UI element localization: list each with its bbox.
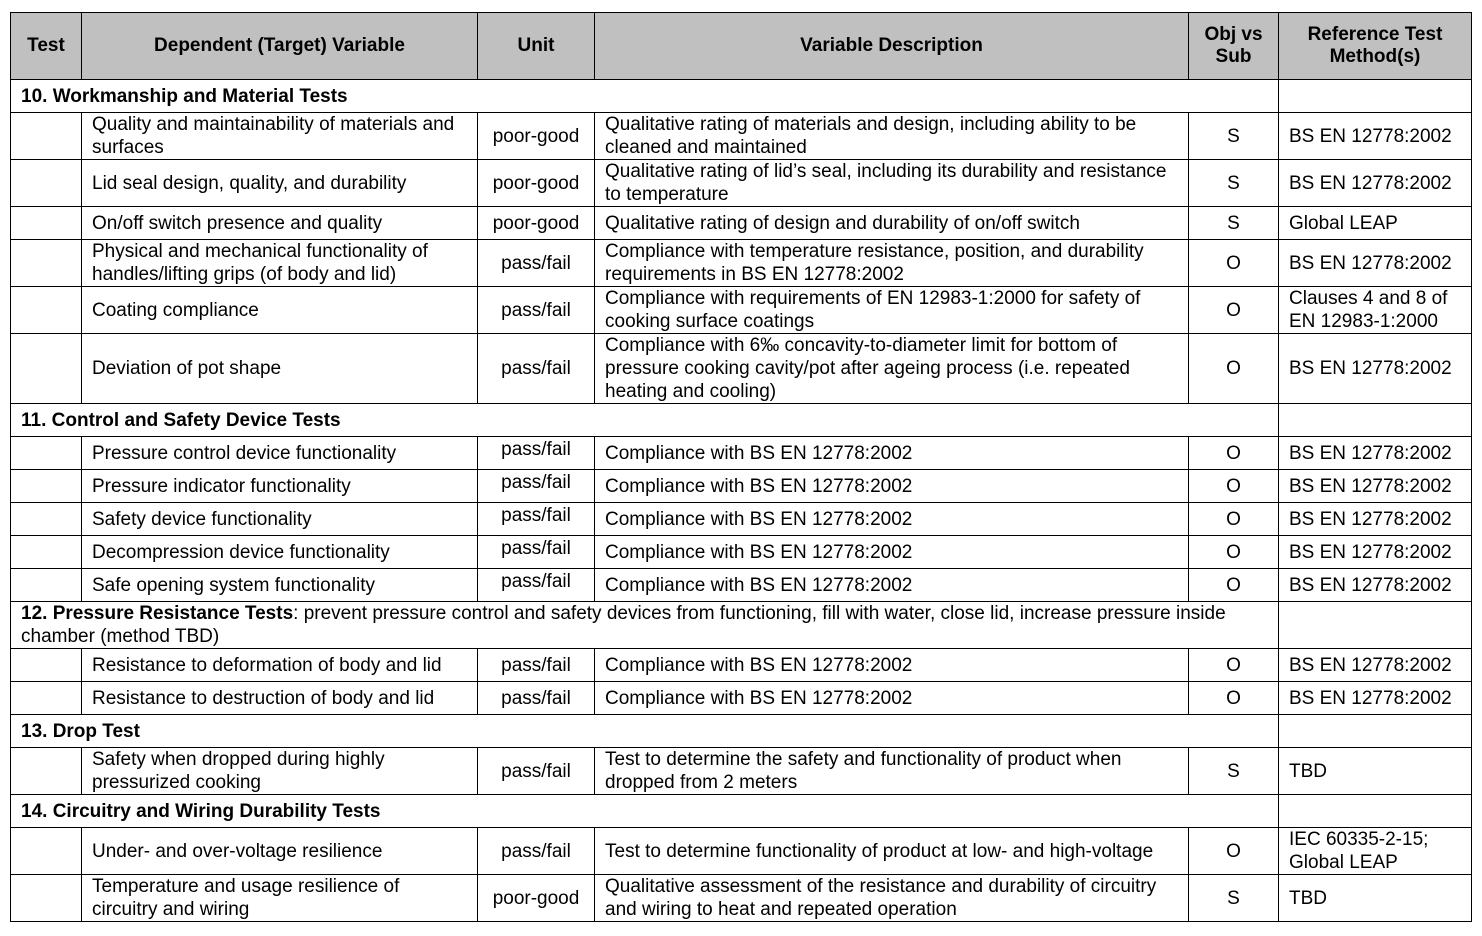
section-reference-empty <box>1279 404 1472 437</box>
table-row <box>11 828 1472 875</box>
cell-variable: Lid seal design, quality, and durability <box>82 160 478 207</box>
cell-variable: Resistance to destruction of body and lid <box>82 682 478 715</box>
cell-test <box>11 536 82 569</box>
table-row <box>11 682 1472 715</box>
cell-obj-sub: S <box>1189 875 1279 922</box>
cell-reference: Clauses 4 and 8 of EN 12983-1:2000 <box>1279 287 1472 334</box>
cell-obj-sub: O <box>1189 503 1279 536</box>
cell-description: Qualitative assessment of the resistance and durability of circuitry and wiring to heat and repeated operation <box>595 875 1189 922</box>
section-title <box>11 80 1279 113</box>
cell-unit: pass/fail <box>478 536 595 569</box>
cell-reference: TBD <box>1279 748 1472 795</box>
cell-variable: Coating compliance <box>82 287 478 334</box>
table-row <box>11 470 1472 503</box>
cell-unit: pass/fail <box>478 334 595 404</box>
cell-variable: Physical and mechanical functionality of handles/lifting grips (of body and lid) <box>82 240 478 287</box>
cell-variable: Resistance to deformation of body and lid <box>82 649 478 682</box>
cell-obj-sub: O <box>1189 649 1279 682</box>
header-obj-sub: Obj vs Sub <box>1189 13 1279 80</box>
cell-reference: BS EN 12778:2002 <box>1279 160 1472 207</box>
section-row <box>11 795 1472 828</box>
cell-variable: Decompression device functionality <box>82 536 478 569</box>
cell-reference: TBD <box>1279 875 1472 922</box>
cell-reference: BS EN 12778:2002 <box>1279 437 1472 470</box>
section-heading: 14. Circuitry and Wiring Durability Tests <box>21 800 381 822</box>
cell-variable: Quality and maintainability of materials and surfaces <box>82 113 478 160</box>
table-row <box>11 875 1472 922</box>
cell-description: Compliance with temperature resistance, position, and durability requirements in BS EN 12778:2002 <box>595 240 1189 287</box>
cell-obj-sub: O <box>1189 536 1279 569</box>
cell-test <box>11 437 82 470</box>
cell-unit: pass/fail <box>478 569 595 602</box>
table-row <box>11 437 1472 470</box>
cell-test <box>11 875 82 922</box>
section-row <box>11 80 1472 113</box>
cell-variable: Deviation of pot shape <box>82 334 478 404</box>
section-title <box>11 602 1279 649</box>
cell-description: Qualitative rating of materials and design, including ability to be cleaned and maintained <box>595 113 1189 160</box>
table-row <box>11 748 1472 795</box>
cell-obj-sub: S <box>1189 207 1279 240</box>
cell-test <box>11 113 82 160</box>
table-row <box>11 536 1472 569</box>
cell-description: Compliance with BS EN 12778:2002 <box>595 649 1189 682</box>
cell-description: Compliance with BS EN 12778:2002 <box>595 536 1189 569</box>
cell-obj-sub: O <box>1189 240 1279 287</box>
cell-unit: poor-good <box>478 875 595 922</box>
cell-test <box>11 160 82 207</box>
cell-variable: Safety device functionality <box>82 503 478 536</box>
section-heading: 11. Control and Safety Device Tests <box>21 409 341 431</box>
table-body <box>11 80 1472 922</box>
section-heading: 10. Workmanship and Material Tests <box>21 85 348 107</box>
header-unit: Unit <box>478 13 595 80</box>
cell-test <box>11 207 82 240</box>
cell-description: Qualitative rating of lid’s seal, including its durability and resistance to temperature <box>595 160 1189 207</box>
cell-reference: BS EN 12778:2002 <box>1279 649 1472 682</box>
cell-reference: IEC 60335-2-15; Global LEAP <box>1279 828 1472 875</box>
cell-description: Compliance with BS EN 12778:2002 <box>595 437 1189 470</box>
cell-reference: BS EN 12778:2002 <box>1279 569 1472 602</box>
cell-description: Test to determine functionality of product at low- and high-voltage <box>595 828 1189 875</box>
section-title <box>11 715 1279 748</box>
cell-variable: On/off switch presence and quality <box>82 207 478 240</box>
section-reference-empty <box>1279 602 1472 649</box>
cell-test <box>11 287 82 334</box>
header-row <box>11 13 1472 80</box>
cell-obj-sub: O <box>1189 682 1279 715</box>
cell-obj-sub: O <box>1189 569 1279 602</box>
cell-obj-sub: O <box>1189 334 1279 404</box>
header-variable: Dependent (Target) Variable <box>82 13 478 80</box>
table-row <box>11 207 1472 240</box>
cell-unit: pass/fail <box>478 649 595 682</box>
table-row <box>11 334 1472 404</box>
cell-description: Qualitative rating of design and durability of on/off switch <box>595 207 1189 240</box>
section-heading: 12. Pressure Resistance Tests <box>21 603 294 624</box>
cell-variable: Safety when dropped during highly pressurized cooking <box>82 748 478 795</box>
cell-obj-sub: S <box>1189 113 1279 160</box>
cell-reference: BS EN 12778:2002 <box>1279 536 1472 569</box>
cell-unit: pass/fail <box>478 287 595 334</box>
cell-variable: Pressure indicator functionality <box>82 470 478 503</box>
cell-unit: poor-good <box>478 113 595 160</box>
cell-description: Compliance with BS EN 12778:2002 <box>595 503 1189 536</box>
test-methods-table <box>10 12 1472 922</box>
section-reference-empty <box>1279 795 1472 828</box>
table-row <box>11 113 1472 160</box>
header-reference: Reference Test Method(s) <box>1279 13 1472 80</box>
cell-test <box>11 240 82 287</box>
cell-test <box>11 470 82 503</box>
cell-test <box>11 334 82 404</box>
cell-description: Compliance with BS EN 12778:2002 <box>595 682 1189 715</box>
cell-unit: pass/fail <box>478 470 595 503</box>
cell-reference: BS EN 12778:2002 <box>1279 113 1472 160</box>
cell-test <box>11 569 82 602</box>
cell-description: Compliance with BS EN 12778:2002 <box>595 470 1189 503</box>
table-row <box>11 287 1472 334</box>
cell-reference: BS EN 12778:2002 <box>1279 470 1472 503</box>
section-reference-empty <box>1279 715 1472 748</box>
section-reference-empty <box>1279 80 1472 113</box>
cell-unit: pass/fail <box>478 437 595 470</box>
cell-variable: Safe opening system functionality <box>82 569 478 602</box>
section-row <box>11 715 1472 748</box>
section-title <box>11 795 1279 828</box>
cell-test <box>11 828 82 875</box>
cell-description: Compliance with requirements of EN 12983-1:2000 for safety of cooking surface coatings <box>595 287 1189 334</box>
section-heading: 13. Drop Test <box>21 720 140 742</box>
cell-description: Test to determine the safety and functionality of product when dropped from 2 meters <box>595 748 1189 795</box>
table-row <box>11 569 1472 602</box>
cell-unit: pass/fail <box>478 748 595 795</box>
cell-unit: pass/fail <box>478 828 595 875</box>
section-row <box>11 404 1472 437</box>
section-row <box>11 602 1472 649</box>
header-test: Test <box>11 13 82 80</box>
cell-test <box>11 748 82 795</box>
cell-reference: BS EN 12778:2002 <box>1279 334 1472 404</box>
cell-description: Compliance with 6‰ concavity-to-diameter limit for bottom of pressure cooking cavity/pot after ageing process (i.e. repeated heating and cooling) <box>595 334 1189 404</box>
cell-reference: BS EN 12778:2002 <box>1279 240 1472 287</box>
table-row <box>11 649 1472 682</box>
cell-unit: poor-good <box>478 160 595 207</box>
cell-variable: Pressure control device functionality <box>82 437 478 470</box>
cell-obj-sub: S <box>1189 748 1279 795</box>
cell-unit: pass/fail <box>478 503 595 536</box>
cell-test <box>11 503 82 536</box>
cell-test <box>11 682 82 715</box>
cell-unit: pass/fail <box>478 682 595 715</box>
cell-description: Compliance with BS EN 12778:2002 <box>595 569 1189 602</box>
header-description: Variable Description <box>595 13 1189 80</box>
cell-obj-sub: O <box>1189 470 1279 503</box>
cell-variable: Under- and over-voltage resilience <box>82 828 478 875</box>
section-title <box>11 404 1279 437</box>
cell-obj-sub: O <box>1189 828 1279 875</box>
table-row <box>11 503 1472 536</box>
cell-obj-sub: S <box>1189 160 1279 207</box>
cell-obj-sub: O <box>1189 437 1279 470</box>
cell-reference: BS EN 12778:2002 <box>1279 682 1472 715</box>
table-row <box>11 240 1472 287</box>
cell-variable: Temperature and usage resilience of circuitry and wiring <box>82 875 478 922</box>
cell-unit: pass/fail <box>478 240 595 287</box>
section-note: : prevent pressure control and safety devices from functioning, fill with water, close lid, increase pressure inside chamber (method TBD) <box>21 603 1226 647</box>
cell-reference: Global LEAP <box>1279 207 1472 240</box>
cell-obj-sub: O <box>1189 287 1279 334</box>
cell-reference: BS EN 12778:2002 <box>1279 503 1472 536</box>
cell-unit: poor-good <box>478 207 595 240</box>
table-row <box>11 160 1472 207</box>
cell-test <box>11 649 82 682</box>
